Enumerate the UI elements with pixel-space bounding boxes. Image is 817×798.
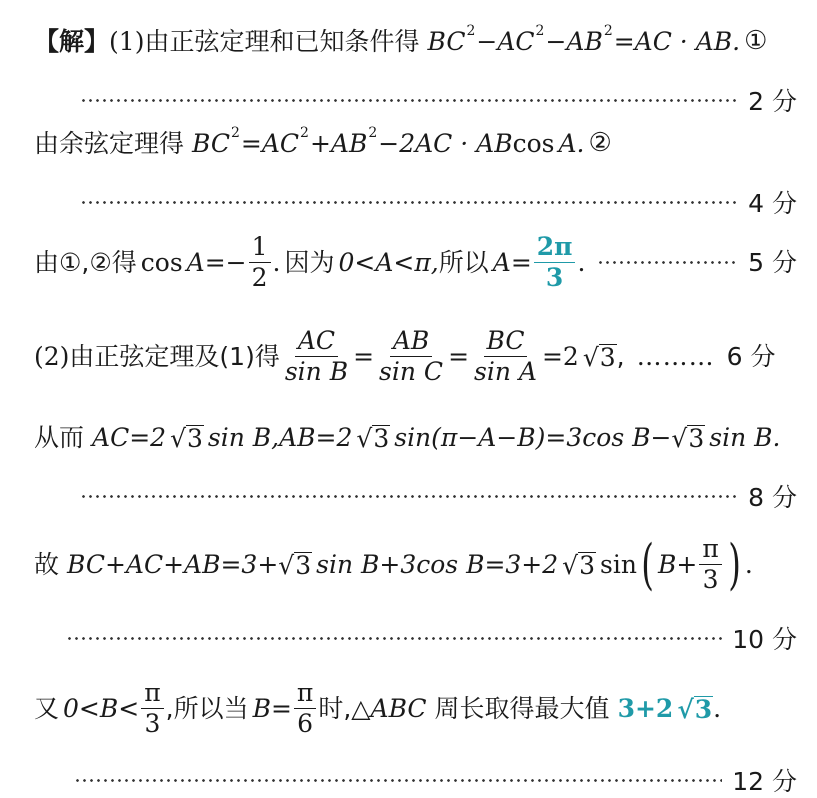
score-line-5 — [80, 478, 797, 514]
line-text: 周长取得最大值 — [434, 694, 610, 724]
fraction-numerator: π — [141, 680, 163, 709]
part-label: (1) — [109, 26, 145, 56]
leader-dots — [80, 495, 738, 498]
solution-bracket-close: 】 — [84, 26, 110, 56]
fraction-pi-over-6 — [294, 680, 316, 738]
variable-b: B= — [252, 694, 292, 724]
radicand: 3 — [688, 424, 705, 453]
inequality: 0<B< — [63, 694, 140, 724]
radicand: 3 — [373, 424, 390, 453]
fraction-ab-sinc — [376, 328, 446, 386]
equation-term: =AC — [240, 128, 300, 158]
fraction-denominator: 3 — [144, 709, 161, 739]
square-root: √ 3 — [170, 424, 203, 453]
line-text: 时, — [318, 694, 352, 724]
equation-term: B+ — [658, 550, 698, 580]
square-root: √ 3 — [356, 424, 390, 453]
fraction-numerator: 1 — [249, 234, 271, 263]
sin-function: sin — [600, 550, 637, 580]
equation-term: A. — [558, 128, 585, 158]
leader-dots — [80, 99, 738, 102]
line-text: ,所以当 — [165, 694, 249, 724]
equation-term: sin(π−A−B)=3cos B− — [394, 423, 672, 452]
score-label: 10 分 — [732, 625, 797, 654]
equation-term: BC+AC+AB=3+ — [67, 550, 279, 580]
fraction-denominator: sin B — [284, 357, 349, 387]
equation-term: +AB — [309, 128, 368, 158]
line-text: 又 — [34, 694, 60, 724]
equation-term: −2AC · AB — [378, 128, 513, 158]
triangle-abc: △ABC — [351, 694, 427, 724]
exponent: 2 — [603, 23, 613, 39]
equation-term: BC — [427, 26, 466, 56]
square-root: √ 3 — [278, 551, 312, 581]
equation-term: BC — [192, 128, 230, 158]
line-text: 由正弦定理和已知条件得 — [144, 26, 420, 56]
equation-term: =2 — [541, 342, 579, 372]
variable-a: A — [186, 248, 205, 278]
score-label: 4 分 — [748, 189, 797, 218]
line-text: 由余弦定理得 — [34, 128, 185, 158]
equation-term: =− — [204, 248, 247, 278]
score-label: 12 分 — [732, 767, 797, 796]
solution-line-3 — [34, 234, 797, 292]
period: . — [713, 694, 722, 724]
equation-term: sin B. — [709, 423, 781, 452]
fraction-numerator: AC — [295, 328, 338, 357]
equation-term: −AC — [476, 26, 535, 56]
score-line-1 — [80, 82, 797, 118]
inequality: 0<A<π, — [338, 248, 439, 278]
solution-line-2 — [34, 125, 797, 158]
part-label: (2) — [34, 342, 70, 372]
leader-dots — [597, 261, 738, 264]
answer-value: 3+2 — [617, 694, 674, 724]
score-label: 6 分 — [726, 342, 776, 372]
leader-dots — [80, 201, 738, 204]
circled-marker: ① — [744, 26, 768, 56]
score-label: 2 分 — [748, 87, 797, 116]
solution-line-5 — [34, 424, 797, 451]
solution-label: 解 — [59, 26, 85, 56]
equals-sign: = — [448, 342, 470, 372]
fraction-ac-sinb — [282, 328, 351, 386]
fraction-denominator: 3 — [545, 263, 564, 293]
score-line-7 — [74, 762, 797, 798]
radicand: 3 — [295, 551, 312, 581]
equation-term: sin B+3cos B=3+2 — [316, 550, 559, 580]
fraction-denominator: sin C — [379, 357, 444, 387]
line-text: 所以 — [438, 248, 489, 278]
line-text: 从而 — [34, 423, 85, 452]
solution-bracket-open: 【 — [34, 26, 60, 56]
score-label: 5 分 — [748, 248, 797, 278]
radicand: 3 — [187, 424, 203, 453]
square-root: √ 3 — [671, 424, 705, 453]
score-line-6 — [66, 620, 797, 656]
fraction-numerator: π — [699, 536, 721, 565]
cos-function: cos — [512, 128, 555, 158]
fraction-denominator: 2 — [251, 263, 268, 293]
left-paren: ( — [641, 533, 654, 597]
fraction-numerator: π — [294, 680, 316, 709]
square-root: √ 3 — [562, 551, 595, 581]
exponent: 2 — [368, 125, 378, 141]
equals-sign: = — [353, 342, 375, 372]
fraction-one-half — [249, 234, 271, 292]
comma: , — [616, 342, 625, 372]
right-paren: ) — [727, 533, 741, 597]
line-text: 因为 — [284, 248, 335, 278]
score-label: 8 分 — [748, 483, 797, 512]
exponent: 2 — [300, 125, 309, 141]
period: . — [577, 248, 586, 278]
equation-term: AC=2 — [92, 423, 167, 452]
line-text: 故 — [34, 550, 60, 580]
period: . — [272, 248, 281, 278]
variable-a: A= — [492, 248, 532, 278]
answer-square-root: √ 3 — [677, 695, 713, 725]
fraction-numerator: BC — [484, 328, 528, 357]
equation-term: =AC · AB. — [613, 26, 741, 56]
fraction-denominator: 3 — [702, 565, 719, 595]
exponent: 2 — [466, 23, 476, 39]
fraction-pi-over-3 — [699, 536, 721, 594]
fraction-denominator: 6 — [297, 709, 314, 739]
fraction-denominator: sin A — [474, 357, 537, 387]
fraction-pi-over-3 — [141, 680, 163, 738]
solution-line-6 — [34, 533, 797, 597]
leader-dots — [74, 779, 722, 782]
line-text: 由①,②得 — [34, 248, 137, 278]
exponent: 2 — [230, 125, 240, 141]
exponent: 2 — [535, 23, 545, 39]
fraction-bc-sina — [471, 328, 540, 386]
leader-dots-text: ……… — [636, 342, 715, 372]
equation-term: −AB — [545, 26, 603, 56]
radicand: 3 — [579, 551, 595, 581]
fraction-numerator: 2π — [534, 234, 576, 263]
score-line-2 — [80, 184, 797, 220]
equation-term: sin B,AB=2 — [207, 423, 353, 452]
solution-line-7 — [34, 680, 797, 738]
answer-fraction — [534, 234, 576, 292]
period: . — [744, 550, 753, 580]
cos-function: cos — [140, 248, 183, 278]
solution-line-1 — [34, 23, 797, 56]
radicand: 3 — [599, 343, 616, 373]
fraction-numerator: AB — [390, 328, 432, 357]
solution-line-4 — [34, 328, 797, 386]
leader-dots — [66, 637, 722, 640]
circled-marker: ② — [588, 128, 612, 158]
square-root: √ 3 — [582, 343, 616, 373]
line-text: 由正弦定理及(1)得 — [69, 342, 280, 372]
radicand: 3 — [694, 695, 713, 725]
